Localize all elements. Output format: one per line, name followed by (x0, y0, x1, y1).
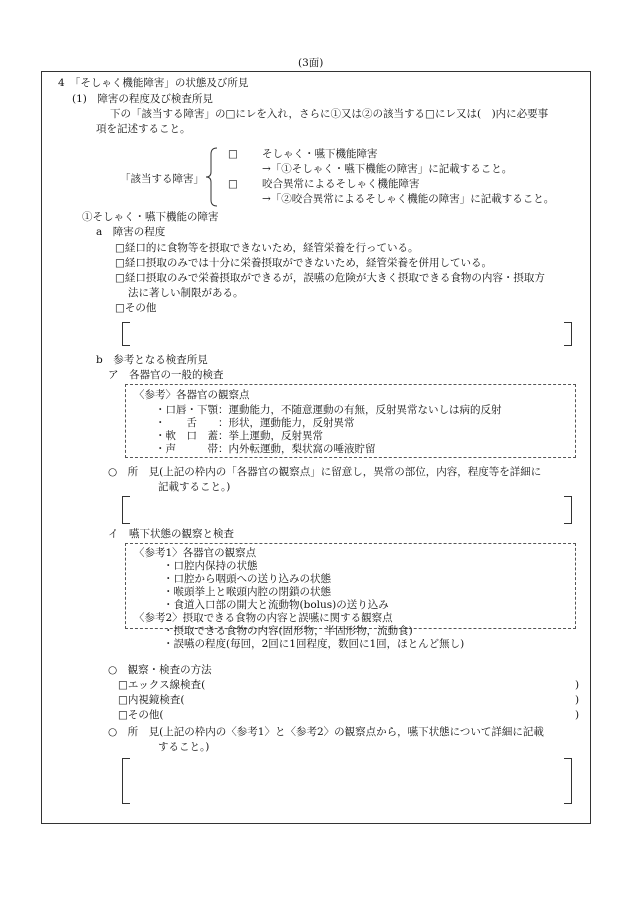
findings2-bracket-left[interactable] (122, 758, 130, 804)
degree-option-3-cont: 法に著しい制限がある。 (128, 287, 244, 299)
method-heading: ○ 観察・検査の方法 (108, 664, 212, 676)
other-bracket-left[interactable] (122, 322, 130, 346)
findings2-line-1: ○ 所 見(上記の枠内の〈参考1〉と〈参考2〉の観察点から，嚥下状態について詳細に記載 (108, 726, 544, 738)
ref2-line-7: ・摂取できる食物の内容(固形物，半固形物，流動食) (163, 625, 413, 637)
ref2-line-1: 〈参考1〉各器官の観察点 (134, 547, 257, 559)
option-label-occlusion: 咬合異常によるそしゃく機能障害 (262, 178, 420, 190)
findings2-bracket-right[interactable] (564, 758, 572, 804)
swallow-exam-heading: イ 嚥下状態の観察と検査 (108, 528, 234, 540)
ref2-line-5: ・食道入口部の開大と流動物(bolus)の送り込み (163, 599, 389, 611)
option-checkbox-swallow[interactable]: □ (228, 148, 238, 160)
degree-option-3[interactable]: □経口摂取のみで栄養摂取ができるが，誤嚥の危険が大きく摂取できる食物の内容・摂取方 (115, 272, 545, 284)
ref2-line-6: 〈参考2〉摂取できる食物の内容と誤嚥に関する観察点 (134, 612, 393, 624)
findings1-bracket-left[interactable] (122, 496, 130, 524)
findings1-line-1: ○ 所 見(上記の枠内の「各器官の観察点」に留意し，異常の部位，内容，程度等を詳細に (108, 466, 542, 478)
subsection-title: (1) 障害の程度及び検査所見 (72, 93, 213, 105)
page-label: (3面) (298, 57, 324, 69)
ref1-title: 〈参考〉各器官の観察点 (134, 389, 250, 401)
exam-heading: b 参考となる検査所見 (96, 354, 208, 366)
ref2-line-8: ・誤嚥の程度(毎回，2回に1回程度，数回に1回，ほとんど無し) (163, 638, 465, 650)
method-endoscope[interactable]: □内視鏡検査( (118, 694, 185, 706)
method-other[interactable]: □その他( (118, 709, 164, 721)
applicable-label: 「該当する障害」 (120, 173, 204, 185)
part1-title: ①そしゃく・嚥下機能の障害 (82, 211, 219, 223)
instruction-line-1: 下の「該当する障害」の□にレを入れ，さらに①又は②の該当する□にレ又は( )内に必要事 (110, 108, 549, 120)
option-checkbox-occlusion[interactable]: □ (228, 178, 238, 190)
section-title: 4 「そしゃく機能障害」の状態及び所見 (58, 77, 249, 89)
option-arrow-occlusion: →「②咬合異常によるそしゃく機能の障害」に記載すること。 (262, 193, 555, 205)
option-arrow-swallow: →「①そしゃく・嚥下機能の障害」に記載すること。 (262, 163, 513, 175)
ref1-line-lips: ・口唇・下顎：運動能力，不随意運動の有無，反射異常ないしは病的反射 (155, 404, 502, 416)
findings1-bracket-right[interactable] (564, 496, 572, 524)
ref1-line-vocal: ・声 帯：内外転運動，梨状窩の唾液貯留 (155, 443, 376, 455)
method-xray-close: ) (575, 679, 580, 691)
option-label-swallow: そしゃく・嚥下機能障害 (262, 148, 378, 160)
other-bracket-right[interactable] (564, 322, 572, 346)
ref2-line-4: ・喉頭挙上と喉頭内腔の閉鎖の状態 (163, 586, 331, 598)
instruction-line-2: 項を記述すること。 (96, 123, 191, 135)
degree-option-2[interactable]: □経口摂取のみでは十分に栄養摂取ができないため，経管栄養を併用している。 (115, 257, 492, 269)
method-endoscope-close: ) (575, 694, 580, 706)
degree-heading: a 障害の程度 (96, 226, 166, 238)
general-exam-heading: ア 各器官の一般的検査 (108, 369, 224, 381)
ref1-line-tongue: ・ 舌 ：形状，運動能力，反射異常 (155, 417, 355, 429)
curly-brace-icon (205, 146, 219, 208)
degree-option-1[interactable]: □経口的に食物等を摂取できないため，経管栄養を行っている。 (115, 242, 419, 254)
ref1-line-palate: ・軟 口 蓋：挙上運動，反射異常 (155, 430, 323, 442)
method-other-close: ) (575, 709, 580, 721)
method-xray[interactable]: □エックス線検査( (118, 679, 206, 691)
degree-option-other[interactable]: □その他 (115, 302, 157, 314)
findings2-line-2: すること。) (158, 741, 210, 753)
findings1-line-2: 記載すること。) (158, 481, 231, 493)
ref2-line-2: ・口腔内保持の状態 (163, 560, 258, 572)
ref2-line-3: ・口腔から咽頭への送り込みの状態 (163, 573, 331, 585)
